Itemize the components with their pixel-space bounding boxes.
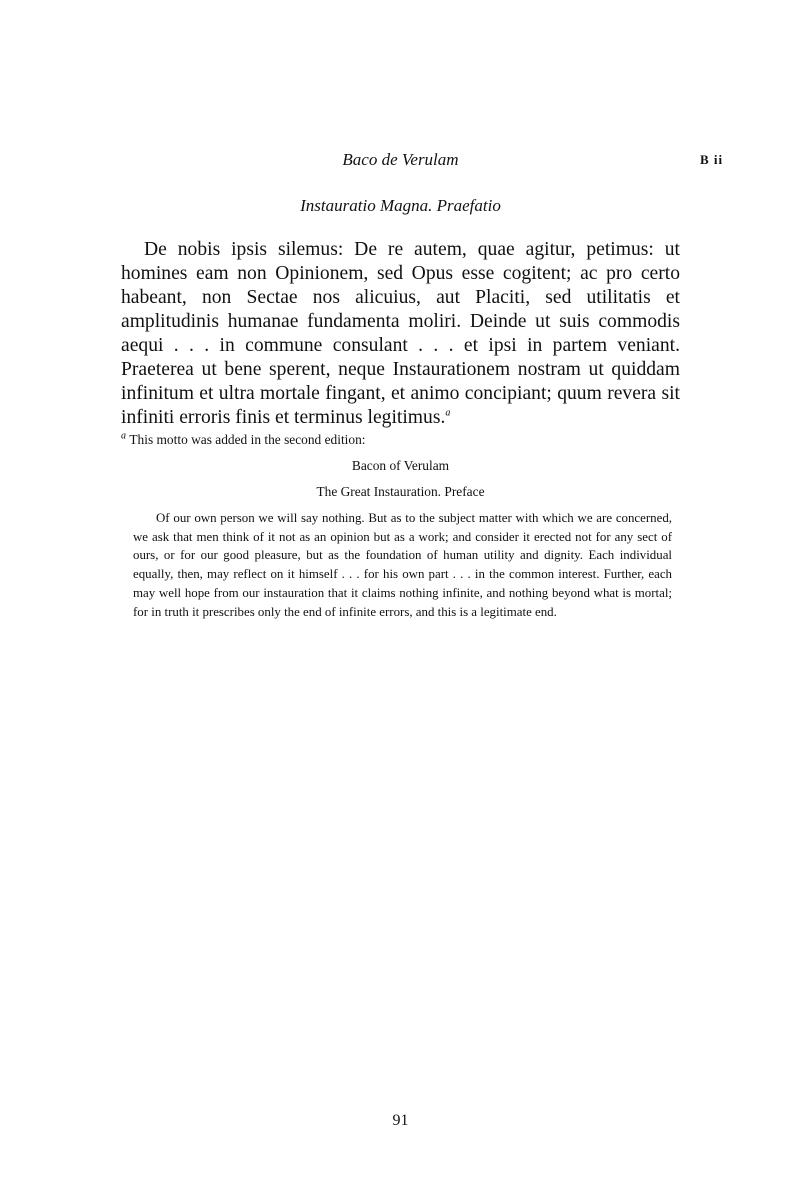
motto-text: De nobis ipsis silemus: De re autem, quae agitur, petimus: ut homines eam non Opinionem, sed Opus esse cogitent; ac pro certo habeant, non Sectae nos alicuius, aut Placiti, sed utilitatis et amplitudinis humanae fundamenta moliri. Deinde ut suis commodis aequi . . . in commune consulant . . . et ipsi in partem veniant. Praeterea ut bene sperent, neque Instaurationem nostram ut quiddam infinitum et ultra mortale fingant, et animo concipiant; quum revera sit infiniti erroris finis et terminus legitimus. [121,239,680,428]
page-number: 91 [392,1112,409,1129]
footnote-title: Bacon of Verulam [351,458,450,473]
footnote-subtitle: The Great Instauration. Preface [316,484,485,499]
signature-mark: B ii [700,152,724,167]
footnote-reference: a [445,407,451,419]
footnote-marker: a [121,430,126,442]
footnote-translation: Of our own person we will say nothing. But as to the subject matter with which we are concerned, we ask that men think of it not as an opinion but as a work; and consider it erected not for any sect of ours, or for our good pleasure, but as the foundation of human utility and dignity. Each individual equally, then, may reflect on it himself . . . for his own part . . . in the common interest. Further, each may well hope from our instauration that it claims nothing infinite, and nothing beyond what is mortal; for in truth it prescribes only the end of infinite errors, and this is a legitimate end. [133,511,672,619]
footnote-text: This motto was added in the second edition: [129,432,366,447]
footnote-intro [121,432,680,448]
latin-motto [121,238,680,430]
running-title: Baco de Verulam [342,150,459,169]
section-subtitle: Instauratio Magna. Praefatio [300,196,501,215]
footnote [121,432,680,621]
